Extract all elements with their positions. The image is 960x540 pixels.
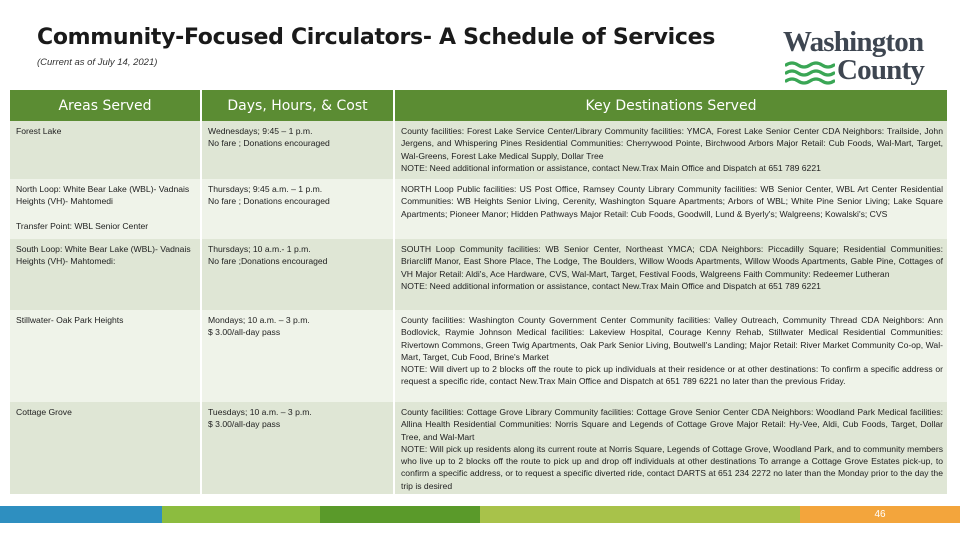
column-header-areas: Areas Served <box>10 90 201 121</box>
footer-segment-lime <box>162 506 320 523</box>
destinations-cell <box>394 402 947 494</box>
cost-text: No fare ;Donations encouraged <box>208 256 328 267</box>
transfer-point-text: Transfer Point: WBL Senior Center <box>16 220 149 231</box>
days-hours-text: Thursdays; 10 a.m.- 1 p.m. <box>208 244 311 254</box>
area-cell <box>10 310 201 402</box>
cost-text: No fare ; Donations encouraged <box>208 138 330 149</box>
area-text: North Loop: White Bear Lake (WBL)- Vadnais Heights (VH)- Mahtomedi <box>16 184 190 207</box>
area-cell <box>10 239 201 310</box>
days-cell <box>201 179 394 239</box>
destinations-text: SOUTH Loop Community facilities: WB Senior Center, Northeast YMCA; CDA Neighbors: Piccadilly Square; Residential Communities: Briarcliff Manor, East Shore Place, The Lodge, The Boulders, Willow Woods Apartments, Willow Woods Apartments, Gable Pine, Cottages of VH Major Retail: Aldi's, Ace Hardware, CVS, Wal-Mart, Target, Festival Foods, Walgreens Faith Community: Redeemer Lutheran <box>401 244 943 279</box>
days-hours-text: Mondays; 10 a.m. – 3 p.m. <box>208 315 310 325</box>
page-subtitle: (Current as of July 14, 2021) <box>37 57 158 68</box>
area-text: Stillwater- Oak Park Heights <box>16 315 124 325</box>
days-hours-text: Wednesdays; 9:45 – 1 p.m. <box>208 126 313 136</box>
destinations-text: County facilities: Cottage Grove Library Community facilities: Cottage Grove Senior Center CDA Neighbors: Woodland Park Medical facilities: Allina Health Residential Communities: Norris Square and Legends of Cottage Grove Major Retail: Hy-Vee, Aldi, Cub Foods, Target, Dollar Tree, and Wal-Mart <box>401 407 943 442</box>
destinations-text: NORTH Loop Public facilities: US Post Office, Ramsey County Library Community facilities: WB Senior Center, WBL Art Center Residential Communities: WB Heights Senior Living, Cerenity, Washington Square Apartments; Arbors of WBL; White Pine Senior Living; Lake Square Apartments; Pioneer Manor; Hidden Pathways Major Retail: Cub Foods, Goodwill, Lund & Byerly's; Walgreens; Kowalski's; CVS <box>401 184 943 219</box>
table-row-stillwater <box>10 310 947 402</box>
area-text: Cottage Grove <box>16 407 72 417</box>
note-text: NOTE: Need additional information or assistance, contact New.Trax Main Office and Dispatch at 651 789 6221 <box>401 162 821 173</box>
cost-text: No fare ; Donations encouraged <box>208 196 330 207</box>
days-hours-text: Thursdays; 9:45 a.m. – 1 p.m. <box>208 184 323 194</box>
page-title: Community-Focused Circulators- A Schedule of Services <box>37 25 716 50</box>
destinations-text: County facilities: Forest Lake Service Center/Library Community facilities: YMCA, Forest Lake Senior Center CDA Neighbors: Trailside, John Jergens, and Whispering Pines Residential Communities: Cherrywood Pointe, Birchwood Arbors Major Retail: Cub Foods, Wal-Mart, Target, Wal-Greens, Forest Lake Medical Supply, Dollar Tree <box>401 126 943 161</box>
column-header-days: Days, Hours, & Cost <box>201 90 394 121</box>
footer-segment-olive <box>480 506 800 523</box>
area-cell <box>10 402 201 494</box>
logo-text-county: County <box>837 54 925 86</box>
table-row-forest-lake <box>10 121 947 179</box>
note-text: NOTE: Will divert up to 2 blocks off the route to pick up individuals at their residence or at other destinations: To confirm a specific address or request a specific ride, contact New.Trax Main Office and Dispatch at 651 789 6221 no later than the previous Friday. <box>401 364 943 387</box>
cost-text: $ 3.00/all-day pass <box>208 419 281 430</box>
cost-text: $ 3.00/all-day pass <box>208 327 281 338</box>
footer-color-bar <box>0 506 960 523</box>
note-text: NOTE: Will pick up residents along its current route at Norris Square, Legends of Cottage Grove, Woodland Park, and to community members who live up to 2 blocks off the route to pick up and drop off individuals at other destinations To arrange a Cottage Grove Estates pick-up, to confirm a specific address, or to request a specific diverted ride, contact DARTS at 651 234 2272 no later than the Monday prior to the day the trip is desired <box>401 443 943 491</box>
days-cell <box>201 310 394 402</box>
table-header-row <box>10 90 947 121</box>
area-text: South Loop: White Bear Lake (WBL)- Vadnais Heights (VH)- Mahtomedi: <box>16 244 191 267</box>
destinations-text: County facilities: Washington County Government Center Community facilities: Valley Outreach, Community Thread CDA Neighbors: Ann Bodlovick, Raymie Johnson Medical facilities: Lakeview Hospital, Courage Kenny Rehab, Stillwater Medical Residential Communities: Rivertown Commons, Green Twig Apartments, Oak Park Senior Living, Boutwell's Landing; Major Retail: River Market Community Co-op, Wal-Mart, Target, Cub Food, Brine's Market <box>401 315 943 362</box>
washington-county-logo <box>783 26 948 92</box>
note-text: NOTE: Need additional information or assistance, contact New.Trax Main Office and Dispatch at 651 789 6221 <box>401 280 821 291</box>
days-cell <box>201 239 394 310</box>
footer-segment-green <box>320 506 480 523</box>
table-row-cottage-grove <box>10 402 947 494</box>
column-header-destinations: Key Destinations Served <box>394 90 947 121</box>
area-spacer <box>16 208 196 220</box>
logo-waves-icon <box>785 60 835 86</box>
days-cell <box>201 121 394 179</box>
area-text: Forest Lake <box>16 126 62 136</box>
destinations-cell <box>394 239 947 310</box>
page-number: 46 <box>874 509 886 520</box>
destinations-cell <box>394 179 947 239</box>
area-cell <box>10 121 201 179</box>
area-cell <box>10 179 201 239</box>
days-hours-text: Tuesdays; 10 a.m. – 3 p.m. <box>208 407 312 417</box>
destinations-cell <box>394 310 947 402</box>
table-row-north-loop <box>10 179 947 239</box>
table-row-south-loop <box>10 239 947 310</box>
schedule-table <box>10 90 947 494</box>
logo-text-washington: Washington <box>783 26 924 58</box>
days-cell <box>201 402 394 494</box>
footer-segment-blue <box>0 506 162 523</box>
destinations-cell <box>394 121 947 179</box>
